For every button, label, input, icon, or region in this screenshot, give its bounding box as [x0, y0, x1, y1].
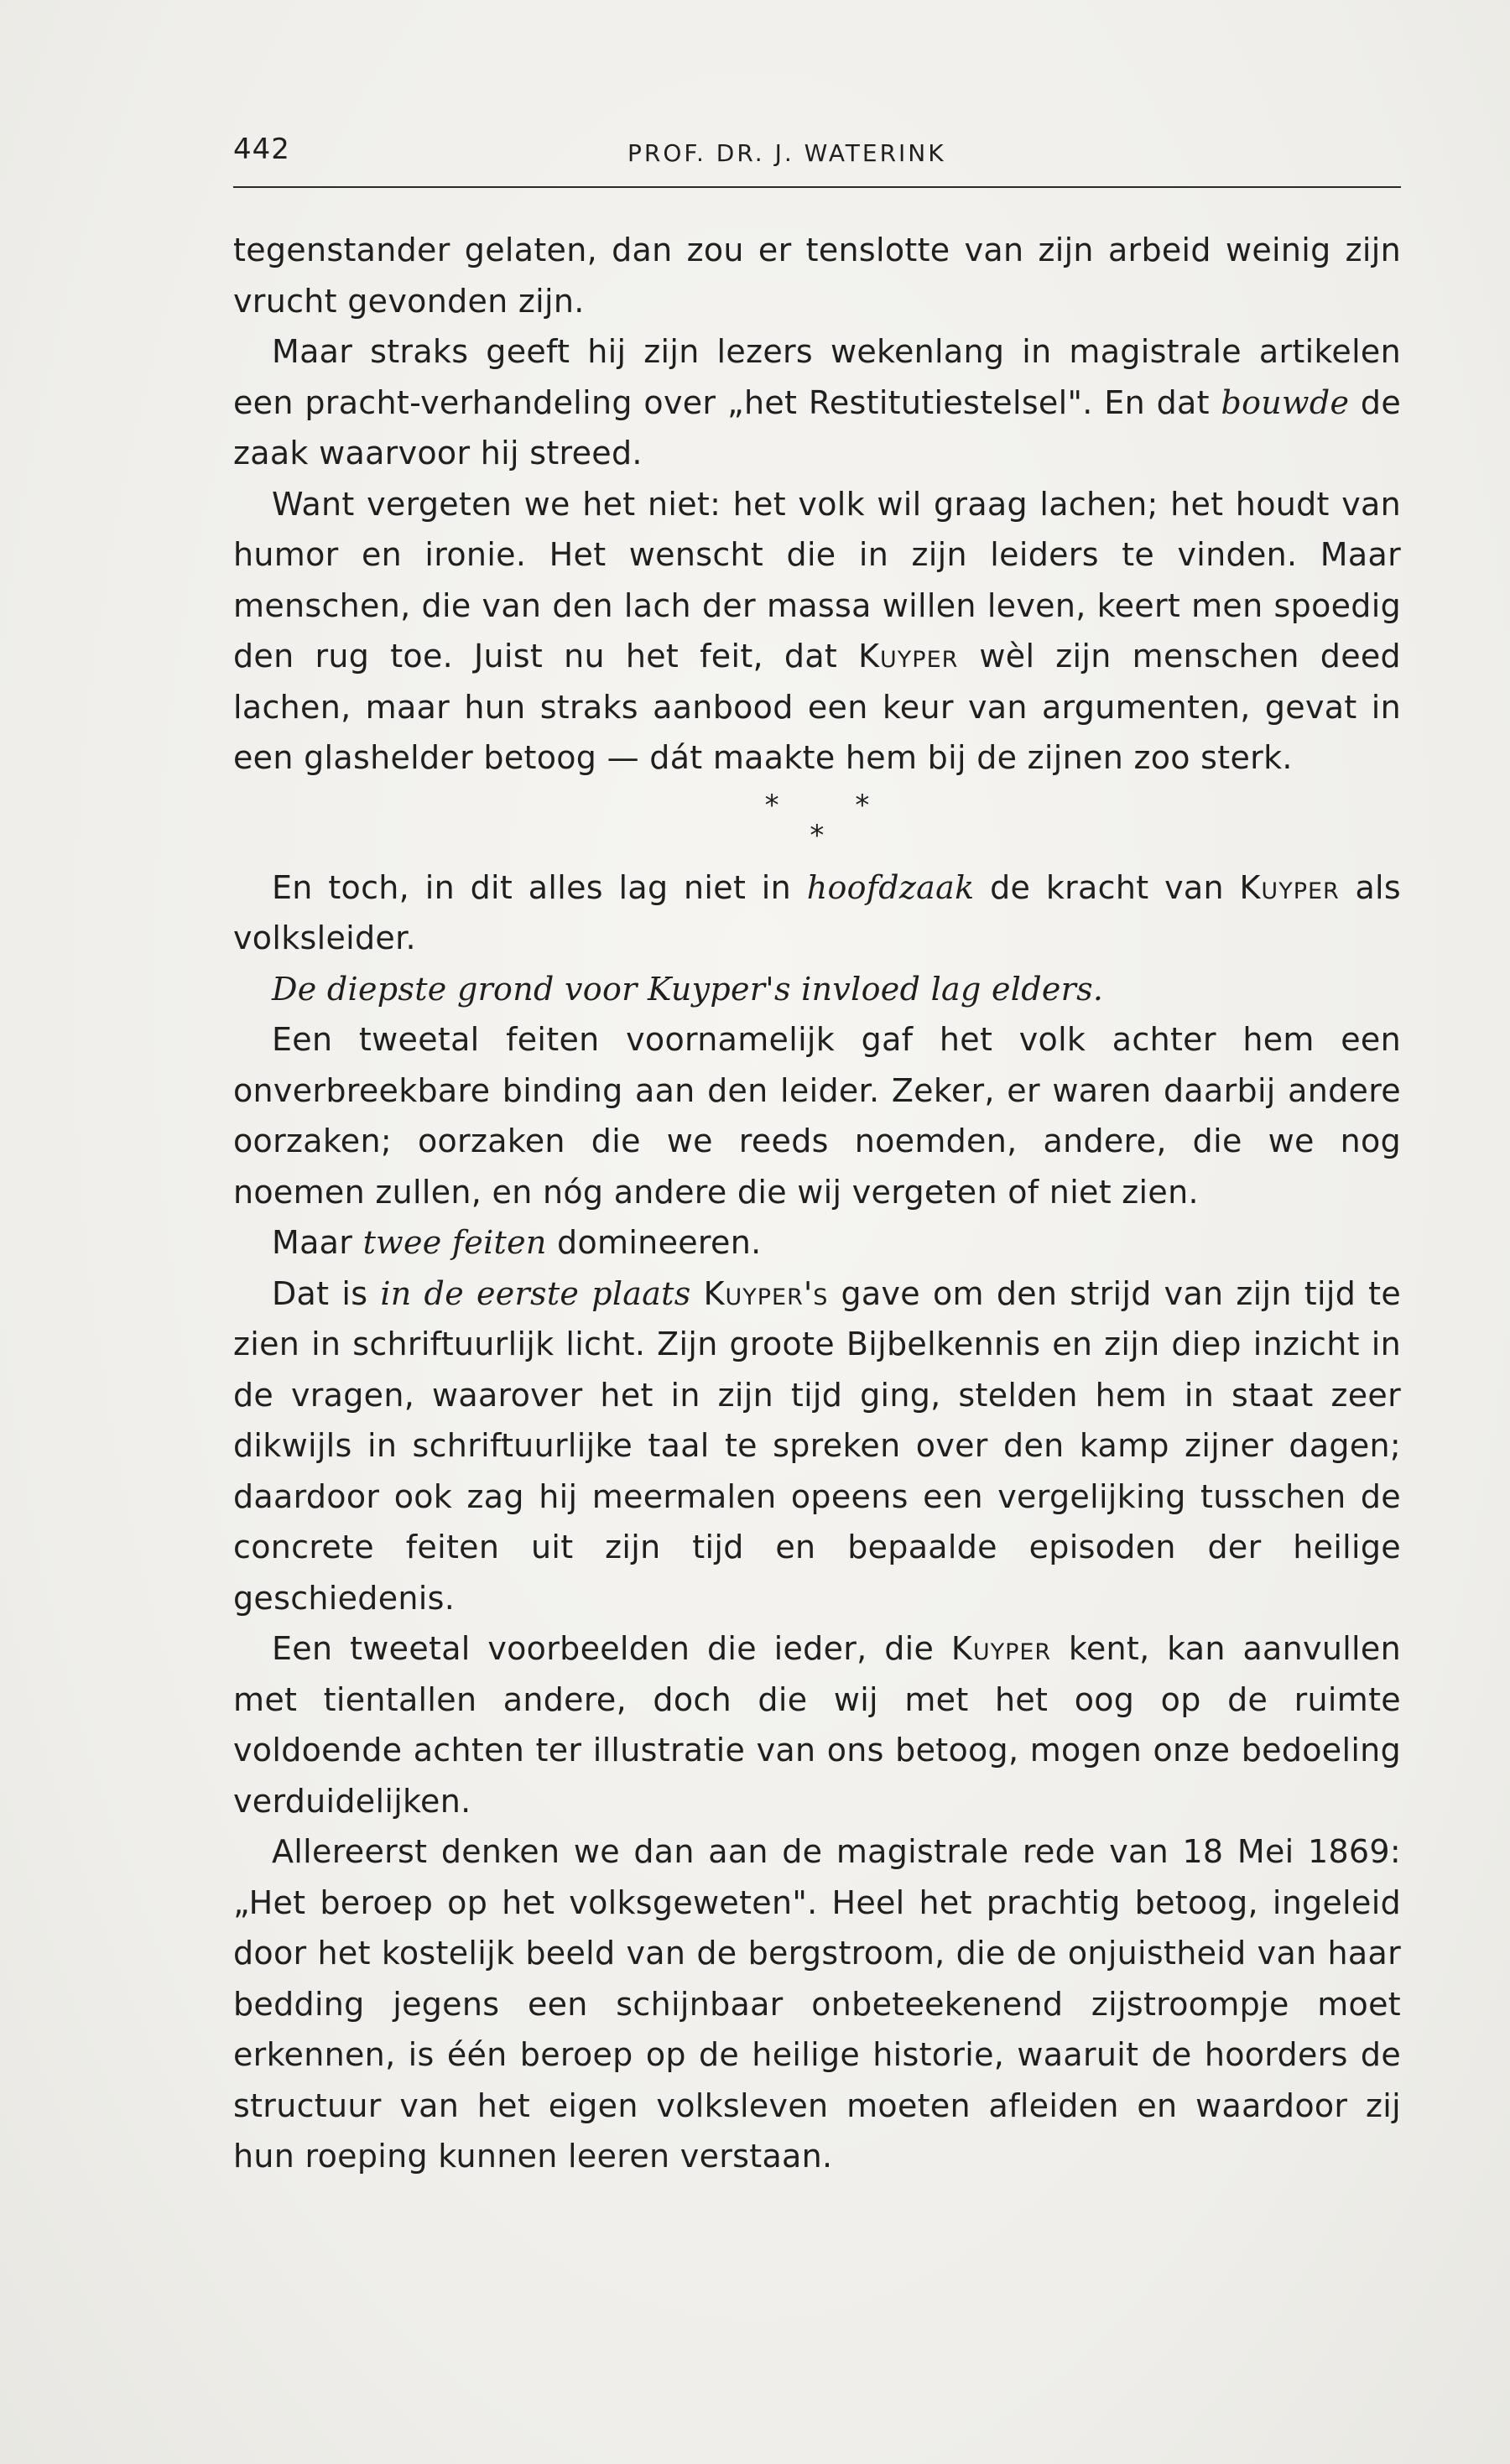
- header-rule: [233, 186, 1401, 188]
- paragraph: Maar twee feiten domineeren.: [272, 1224, 762, 1261]
- paragraph: De diepste grond voor Kuyper's invloed lag elders.: [272, 970, 1104, 1008]
- body-text: [233, 225, 1401, 2182]
- paragraph: Een tweetal feiten voornamelijk gaf het volk achter hem een onverbreekbare binding aan den leider. Zeker, er waren daarbij andere oorzaken; oorzaken die we reeds noemden, andere, die we nog noemen zullen, en nóg andere die wij vergeten of niet zien.: [233, 1021, 1401, 1211]
- paragraph: Een tweetal voorbeelden die ieder, die Kuyper kent, kan aanvullen met tientallen andere, doch die wij met het oog op de ruimte voldoende achten ter illustratie van ons betoog, mogen onze bedoeling verduidelijken.: [233, 1630, 1401, 1820]
- page-number: 442: [233, 133, 290, 166]
- paragraph: Maar straks geeft hij zijn lezers wekenlang in magistrale artikelen een pracht-verhandeling over „het Restitutiestelsel". En dat bouwde de zaak waarvoor hij streed.: [233, 333, 1401, 471]
- paragraph: Dat is in de eerste plaats Kuyper's gave om den strijd van zijn tijd te zien in schriftuurlijk licht. Zijn groote Bijbelkennis en zijn diep inzicht in de vragen, waarover het in zijn tijd ging, stelden hem in staat zeer dikwijls in schriftuurlijke taal te spreken over den kamp zijner dagen; daardoor ook zag hij meermalen opeens een vergelijking tusschen de concrete feiten uit zijn tijd en bepaalde episoden der heilige geschiedenis.: [233, 1274, 1402, 1617]
- running-head: PROF. DR. J. WATERINK: [627, 139, 946, 167]
- paragraph: tegenstander gelaten, dan zou er tenslotte van zijn arbeid weinig zijn vrucht gevonden zijn.: [233, 232, 1401, 320]
- paragraph: Want vergeten we het niet: het volk wil graag lachen; het houdt van humor en ironie. Het wenscht die in zijn leiders te vinden. Maar menschen, die van den lach der massa willen leven, keert men spoedig den rug toe. Juist nu het feit, dat Kuyper wèl zijn menschen deed lachen, maar hun straks aanbood een keur van argumenten, gevat in een glashelder betoog — dát maakte hem bij de zijnen zoo sterk.: [233, 485, 1401, 776]
- page-header: [233, 133, 1401, 183]
- section-asterism: * * *: [764, 788, 903, 852]
- paragraph: En toch, in dit alles lag niet in hoofdzaak de kracht van Kuyper als volksleider.: [233, 868, 1402, 956]
- paragraph: Allereerst denken we dan aan de magistrale rede van 18 Mei 1869: „Het beroep op het volksgeweten". Heel het prachtig betoog, ingeleid door het kostelijk beeld van de bergstroom, die de onjuistheid van haar bedding jegens een schijnbaar onbeteekenend zijstroompje moet erkennen, is één beroep op de heilige historie, waaruit de hoorders de structuur van het eigen volksleven moeten afleiden en waardoor zij hun roeping kunnen leeren verstaan.: [233, 1833, 1401, 2175]
